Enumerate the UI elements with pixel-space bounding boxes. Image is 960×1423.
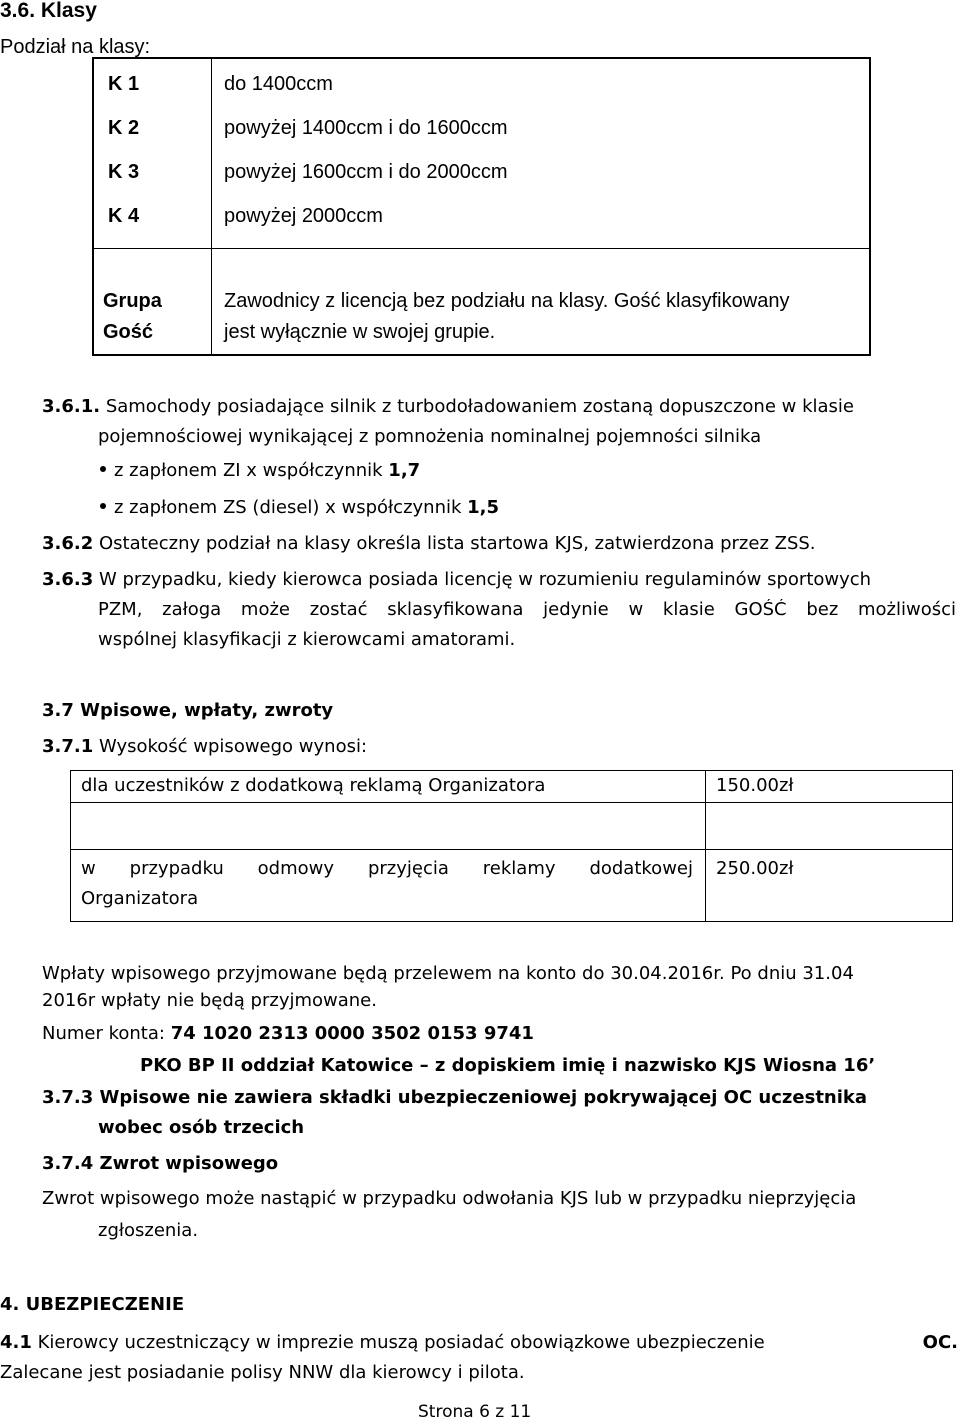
class-desc: powyżej 1400ccm i do 1600ccm (224, 117, 508, 139)
paragraph-number: 3.7.1 (42, 736, 94, 757)
fee-table (70, 770, 953, 922)
paragraph-3-6-1-cont: pojemnościowej wynikającej z pomnożenia nominalnej pojemności silnika (98, 426, 762, 447)
fee-amount: 250.00zł (716, 858, 794, 879)
bullet-icon (100, 466, 106, 472)
paragraph-4-1 (0, 1332, 958, 1354)
section-heading-3-7: 3.7 Wpisowe, wpłaty, zwroty (42, 700, 334, 721)
paragraph-3-7-4: Zwrot wpisowego może nastąpić w przypadku odwołania KJS lub w przypadku nieprzyjęcia (42, 1188, 857, 1209)
fee-label: w przypadku odmowy przyjęcia reklamy dodatkowej (81, 858, 693, 879)
fee-label: dla uczestników z dodatkową reklamą Organizatora (81, 775, 546, 796)
paragraph-emphasis: OC. (922, 1332, 958, 1353)
class-desc: powyżej 1600ccm i do 2000ccm (224, 161, 508, 183)
paragraph-3-7-3: 3.7.3 Wpisowe nie zawiera składki ubezpieczeniowej pokrywającej OC uczestnika (42, 1087, 868, 1108)
section-heading-4: 4. UBEZPIECZENIE (0, 1294, 185, 1315)
paragraph-text: Ostateczny podział na klasy określa lista startowa KJS, zatwierdzona przez ZSS. (93, 533, 816, 554)
paragraph-4-1-main (0, 1332, 765, 1354)
bullet-value: 1,5 (467, 497, 500, 518)
paragraph-3-7-1 (42, 736, 367, 758)
bank-line: PKO BP II oddział Katowice – z dopiskiem imię i nazwisko KJS Wiosna 16’ (140, 1055, 876, 1076)
paragraph-text: Samochody posiadające silnik z turbodoładowaniem zostaną dopuszczone w klasie (100, 396, 854, 417)
bullet-value: 1,7 (388, 460, 421, 481)
paragraph-3-7-4-heading: 3.7.4 Zwrot wpisowego (42, 1153, 279, 1174)
guest-group-label: Grupa (103, 290, 162, 312)
class-code: K 3 (108, 161, 140, 183)
paragraph-number: 4.1 (0, 1332, 32, 1353)
paragraph-3-7-3-cont: wobec osób trzecich (98, 1117, 305, 1138)
class-table (92, 57, 871, 356)
fee-amount: 150.00zł (716, 775, 794, 796)
account-line (42, 1023, 534, 1045)
class-code: K 1 (108, 73, 140, 95)
payments-info: 2016r wpłaty nie będą przyjmowane. (42, 990, 377, 1011)
paragraph-number: 3.6.2 (42, 533, 94, 554)
bullet-item (100, 497, 499, 519)
paragraph-text: W przypadku, kiedy kierowca posiada licencję w rozumieniu regulaminów sportowych (93, 569, 872, 590)
classes-intro: Podział na klasy: (0, 36, 151, 58)
fee-label: Organizatora (81, 888, 199, 909)
paragraph-text: Wysokość wpisowego wynosi: (93, 736, 368, 757)
paragraph-3-6-3-cont: wspólnej klasyfikacji z kierowcami amatorami. (98, 629, 516, 650)
section-heading-3-6: 3.6. Klasy (0, 0, 97, 22)
paragraph-3-7-4-cont: zgłoszenia. (98, 1220, 199, 1241)
paragraph-3-6-1 (42, 396, 854, 418)
bullet-icon (100, 503, 106, 509)
account-number: 74 1020 2313 0000 3502 0153 9741 (170, 1023, 534, 1044)
paragraph-3-6-2 (42, 533, 816, 555)
paragraph-3-6-3-cont: PZM, załoga może zostać sklasyfikowana jedynie w klasie GOŚĆ bez możliwości (98, 599, 956, 620)
guest-group-desc: Zawodnicy z licencją bez podziału na klasy. Gość klasyfikowany (224, 290, 790, 312)
class-desc: do 1400ccm (224, 73, 333, 95)
paragraph-text: Kierowcy uczestniczący w imprezie muszą posiadać obowiązkowe ubezpieczenie (31, 1332, 765, 1353)
bullet-text: z zapłonem ZS (diesel) x współczynnik (114, 497, 468, 518)
class-desc: powyżej 2000ccm (224, 205, 383, 227)
bullet-item (100, 460, 420, 482)
paragraph-4-1-cont: Zalecane jest posiadanie polisy NNW dla kierowcy i pilota. (0, 1362, 525, 1383)
paragraph-number: 3.6.1. (42, 396, 101, 417)
account-label: Numer konta: (42, 1023, 171, 1044)
guest-group-desc: jest wyłącznie w swojej grupie. (224, 321, 496, 343)
bullet-text: z zapłonem ZI x współczynnik (114, 460, 389, 481)
class-code: K 4 (108, 205, 140, 227)
class-code: K 2 (108, 117, 140, 139)
payments-info: Wpłaty wpisowego przyjmowane będą przelewem na konto do 30.04.2016r. Po dniu 31.04 (42, 963, 854, 984)
guest-group-label: Gość (103, 321, 154, 343)
page-number: Strona 6 z 11 (418, 1402, 532, 1422)
paragraph-number: 3.6.3 (42, 569, 94, 590)
paragraph-3-6-3 (42, 569, 871, 591)
